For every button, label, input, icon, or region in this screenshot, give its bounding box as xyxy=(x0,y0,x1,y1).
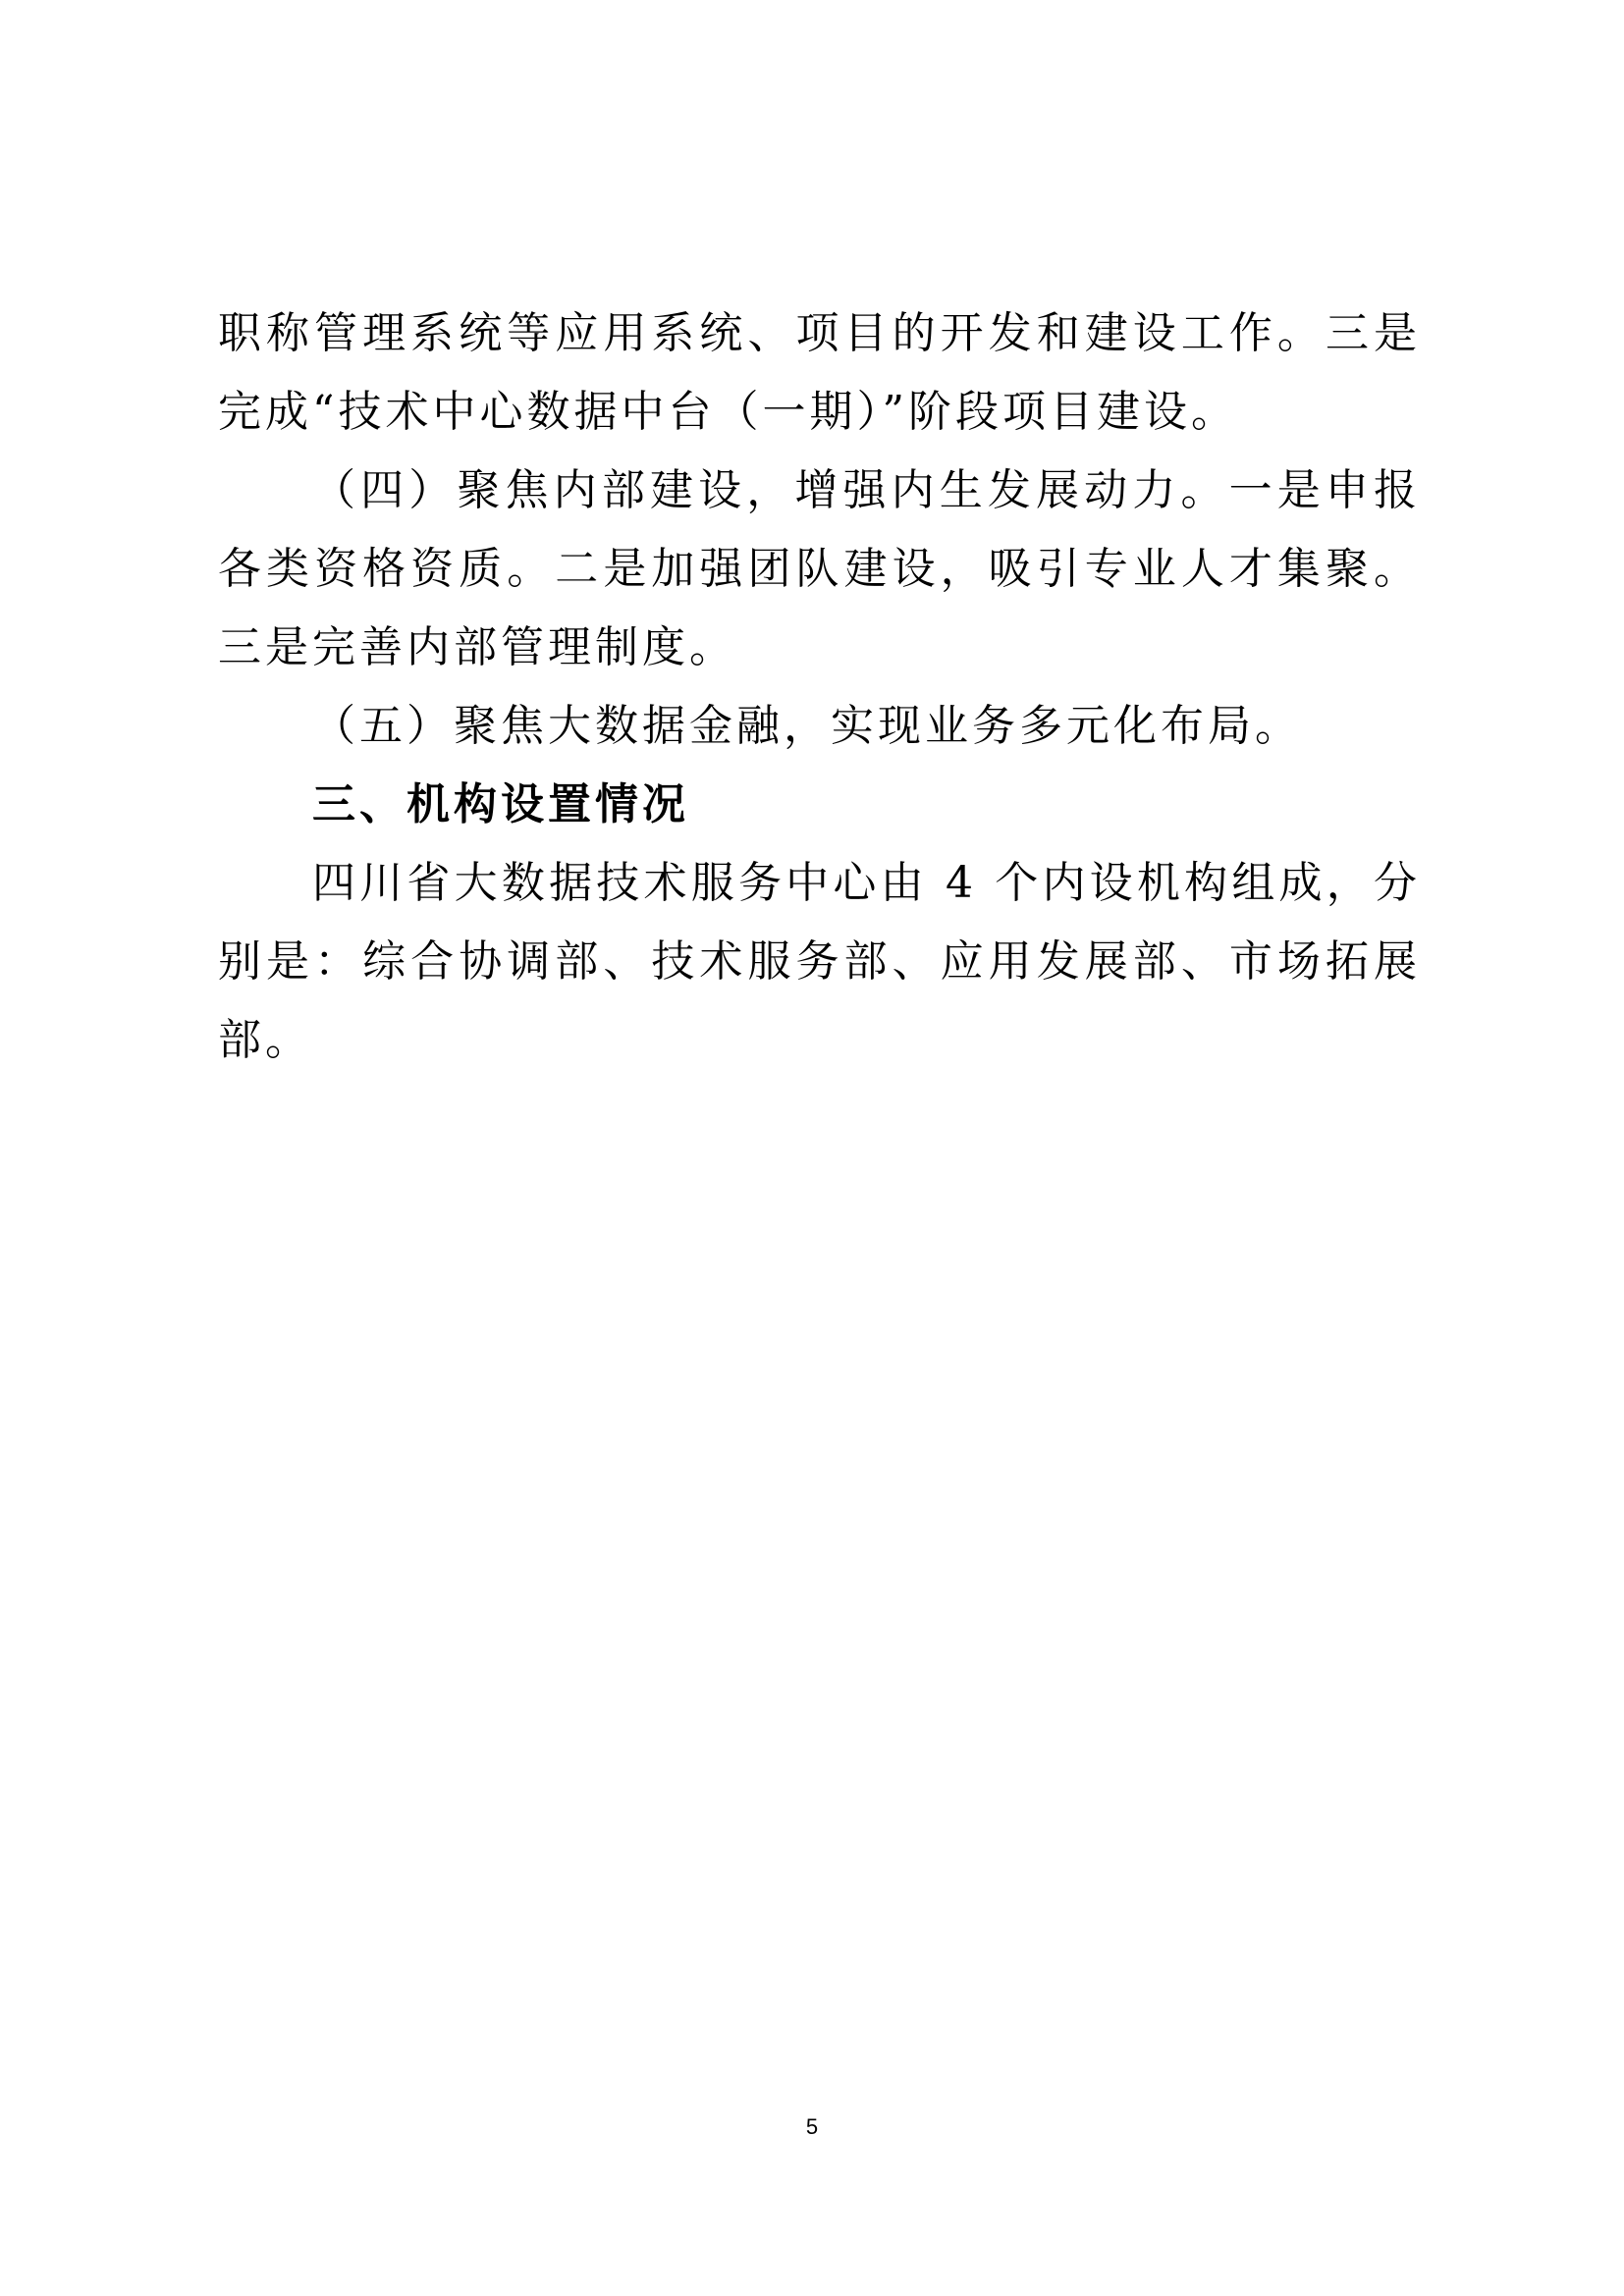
section-heading: 三、机构设置情况 xyxy=(312,779,689,829)
page-number: 5 xyxy=(805,2114,819,2139)
document-body xyxy=(218,294,1421,1080)
paragraph-item-four: （四）聚焦内部建设，增强内生发展动力。一是申报各类资格资质。二是加强团队建设，吸引专业人才集聚。三是完善内部管理制度。 xyxy=(218,465,1421,672)
paragraph-item-five: （五）聚焦大数据金融，实现业务多元化布局。 xyxy=(312,701,1302,751)
paragraph-continued: 职称管理系统等应用系统、项目的开发和建设工作。三是完成“技术中心数据中台（一期）”阶段项目建设。 xyxy=(218,308,1421,437)
paragraph-org-structure: 四川省大数据技术服务中心由 4 个内设机构组成，分别是：综合协调部、技术服务部、应用发展部、市场拓展部。 xyxy=(218,858,1421,1065)
